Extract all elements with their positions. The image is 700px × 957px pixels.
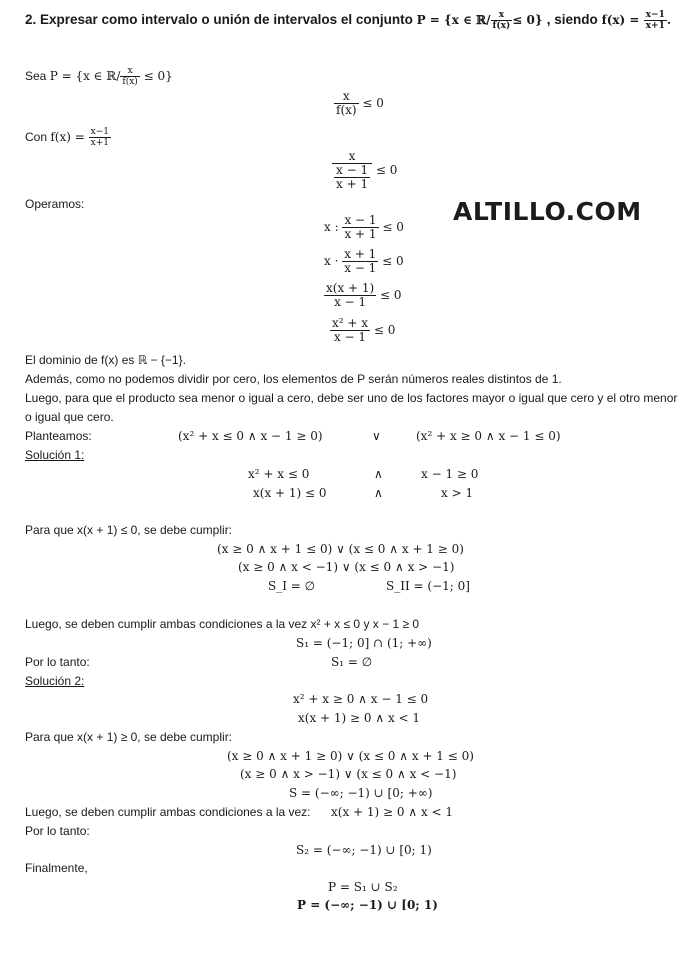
solucion-2-heading: Solución 2: [25, 674, 85, 688]
sea-fraction: $\frac{x}{f(x)}$ [122, 66, 138, 87]
s2-por-lo-tanto: Por lo tanto: [25, 824, 90, 838]
s1-para-que: Para que x(x + 1) ≤ 0, se debe cumplir: [25, 523, 233, 537]
finalmente-label: Finalmente, [25, 861, 88, 875]
final-union: P = S₁ ∪ S₂ [328, 880, 398, 894]
altillo-watermark: ALTILLO.COM [453, 197, 642, 226]
ademas-text: Además, como no podemos dividir por cero, los elementos de P serán números reales distintos de 1. [25, 372, 562, 386]
title-set: P = {x ∈ ℝ/ $\frac{x}{f(x)}$ ≤ 0} [416, 10, 543, 31]
op-line-3: $\frac{x(x + 1)}{x - 1}$ ≤ 0 [326, 281, 402, 309]
final-result: P = (−∞; −1) ∪ [0; 1) [297, 898, 438, 912]
s2-set: S = (−∞; −1) ∪ [0; +∞) [289, 786, 433, 800]
solucion-1-heading: Solución 1: [25, 448, 85, 462]
title-set-fraction: $\frac{x}{f(x)}$ [492, 10, 511, 31]
s2-row1: x² + x ≥ 0 ∧ x − 1 ≤ 0 [293, 692, 429, 706]
s1-row2-and: ∧ [374, 486, 383, 500]
s2-luego-math: x(x + 1) ≥ 0 ∧ x < 1 [331, 805, 454, 819]
s1-cond-2: (x ≥ 0 ∧ x < −1) ∨ (x ≤ 0 ∧ x > −1) [238, 560, 455, 574]
plan-or: ∨ [372, 429, 381, 443]
title-f: f(x) = $\frac{x-1}{x+1}$ . [601, 10, 672, 31]
s1-row1-right: x − 1 ≥ 0 [421, 467, 479, 481]
fraction-x-over-fx: $\frac{x}{f(x)}$ ≤ 0 [336, 89, 384, 117]
s2-cond-2: (x ≥ 0 ∧ x > −1) ∨ (x ≤ 0 ∧ x < −1) [240, 767, 457, 781]
con-line: Con f(x) = $\frac{x-1}{x+1}$ [25, 127, 109, 148]
s1-por-lo-tanto: Por lo tanto: [25, 655, 90, 669]
s1-set-i: S_I = ∅ [268, 579, 316, 593]
op-line-2: x · $\frac{x + 1}{x - 1}$ ≤ 0 [324, 247, 404, 275]
s1-set-ii: S_II = (−1; 0] [386, 579, 470, 593]
con-fraction: $\frac{x-1}{x+1}$ [90, 127, 109, 148]
title-middle: , siendo [546, 12, 598, 27]
exercise-title [25, 10, 671, 31]
sea-line: Sea P = {x ∈ ℝ/ $\frac{x}{f(x)}$ ≤ 0} [25, 66, 173, 87]
s1-cond-1: (x ≥ 0 ∧ x + 1 ≤ 0) ∨ (x ≤ 0 ∧ x + 1 ≥ 0) [217, 542, 464, 556]
s2-luego: Luego, se deben cumplir ambas condiciones a la vez: [25, 805, 311, 819]
sea-set: P = {x ∈ ℝ/ $\frac{x}{f(x)}$ ≤ 0} [49, 66, 173, 87]
s1-row1-left: x² + x ≤ 0 [248, 467, 310, 481]
s1-row1-and: ∧ [374, 467, 383, 481]
s2-para-que: Para que x(x + 1) ≥ 0, se debe cumplir: [25, 730, 233, 744]
s1-result: S₁ = ∅ [331, 655, 373, 669]
title-f-fraction: $\frac{x-1}{x+1}$ [645, 10, 665, 31]
s2-cond-1: (x ≥ 0 ∧ x + 1 ≥ 0) ∨ (x ≤ 0 ∧ x + 1 ≤ 0) [227, 749, 474, 763]
dominio-text: El dominio de f(x) es ℝ − {−1}. [25, 353, 186, 367]
op-line-1: x : $\frac{x - 1}{x + 1}$ ≤ 0 [324, 213, 404, 241]
plan-right: (x² + x ≥ 0 ∧ x − 1 ≤ 0) [416, 429, 561, 443]
operamos-label: Operamos: [25, 197, 85, 211]
s2-result: S₂ = (−∞; −1) ∪ [0; 1) [296, 843, 432, 857]
luego-text-1: Luego, para que el producto sea menor o igual a cero, debe ser uno de los factores mayor o igual que cero y el otro menor [25, 391, 678, 405]
op-line-4: $\frac{\text{x² + x}}{x - 1}$ ≤ 0 [332, 316, 396, 344]
s1-row2-right: x > 1 [441, 486, 474, 500]
luego-text-2: o igual que cero. [25, 410, 114, 424]
s1-intersection: S₁ = (−1; 0] ∩ (1; +∞) [296, 636, 432, 650]
s1-row2-left: x(x + 1) ≤ 0 [253, 486, 327, 500]
s2-row2: x(x + 1) ≥ 0 ∧ x < 1 [298, 711, 421, 725]
title-prefix: 2. Expresar como intervalo o unión de intervalos el conjunto [25, 12, 413, 27]
s1-luego: Luego, se deben cumplir ambas condiciones a la vez x² + x ≤ 0 y x − 1 ≥ 0 [25, 617, 420, 631]
nested-fraction: $\frac{x}{\frac{x - 1}{x + 1}}$ ≤ 0 [332, 150, 397, 191]
plan-left: (x² + x ≤ 0 ∧ x − 1 ≥ 0) [178, 429, 323, 443]
planteamos-label: Planteamos: [25, 429, 92, 443]
